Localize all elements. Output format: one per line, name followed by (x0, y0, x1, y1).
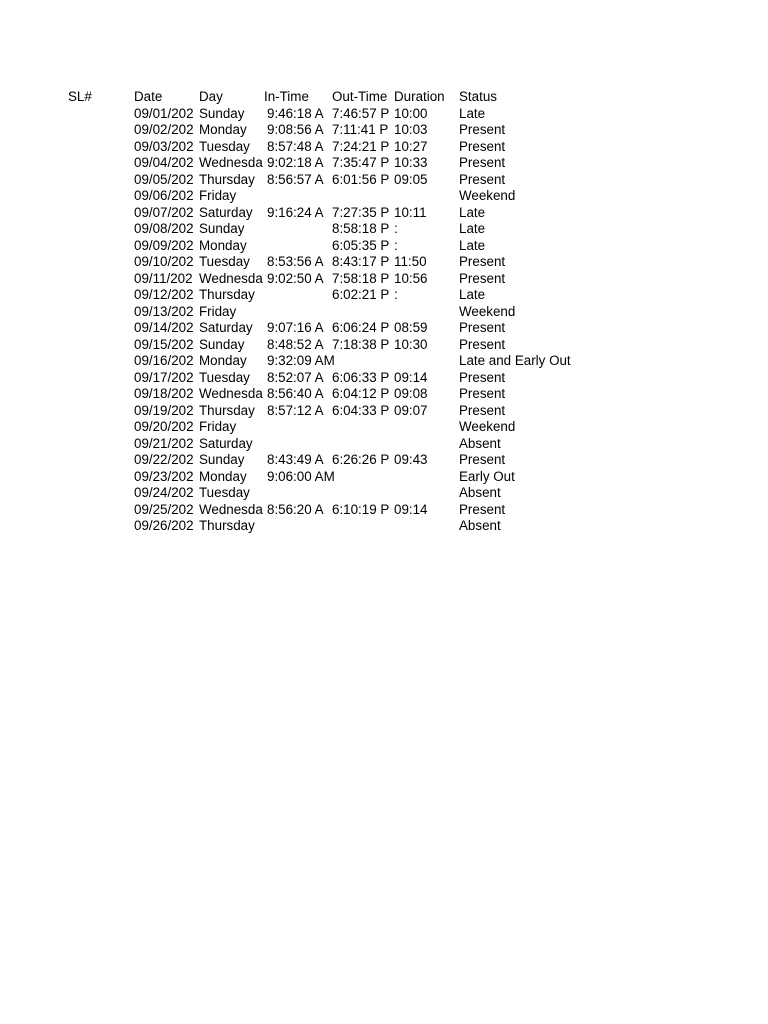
header-day: Day (199, 89, 223, 104)
cell-in-time: 9:46:18 A (267, 105, 324, 121)
table-row (0, 205, 768, 222)
table-row (0, 155, 768, 172)
cell-duration: 09:05 (394, 171, 428, 187)
cell-duration (394, 469, 458, 486)
table-row (0, 122, 768, 139)
header-row (0, 89, 768, 106)
cell-status: Present (459, 320, 506, 335)
cell-status: Weekend (459, 188, 516, 203)
cell-in-time (267, 304, 329, 321)
table-body (0, 106, 768, 535)
cell-duration (394, 485, 458, 502)
cell-date: 09/16/202 (134, 353, 194, 368)
cell-status: Present (459, 270, 506, 286)
table-row (0, 320, 768, 337)
cell-date: 09/01/202 (134, 105, 194, 121)
cell-duration: 09:43 (394, 452, 428, 467)
cell-out-time: 7:46:57 P (332, 105, 390, 121)
cell-status: Absent (459, 435, 501, 451)
cell-date: 09/07/202 (134, 204, 194, 220)
cell-in-time: 8:48:52 A (267, 336, 324, 352)
cell-out-time (332, 304, 393, 321)
cell-in-time: 8:43:49 A (267, 452, 324, 467)
cell-duration: 08:59 (394, 320, 428, 335)
table-row (0, 139, 768, 156)
cell-in-time: 8:56:40 A (267, 386, 324, 401)
cell-in-time (267, 287, 329, 304)
cell-in-time: 8:53:56 A (267, 254, 324, 269)
table-row (0, 386, 768, 403)
cell-date: 09/18/202 (134, 386, 194, 401)
cell-date: 09/09/202 (134, 237, 194, 253)
cell-day: Tuesday (199, 254, 250, 269)
cell-date: 09/02/202 (134, 122, 194, 137)
cell-date: 09/23/202 (134, 468, 194, 484)
header-sl: SL# (68, 89, 92, 104)
cell-day: Friday (199, 303, 237, 319)
cell-status: Present (459, 254, 506, 269)
table-row (0, 469, 768, 486)
cell-out-time (332, 469, 393, 486)
cell-date: 09/08/202 (134, 221, 194, 236)
cell-duration: 10:00 (394, 105, 428, 121)
cell-status: Present (459, 369, 506, 385)
table-row (0, 172, 768, 189)
cell-out-time: 6:04:12 P (332, 386, 390, 401)
cell-date: 09/10/202 (134, 254, 194, 269)
cell-in-time: 9:02:50 A (267, 270, 324, 286)
table-row (0, 254, 768, 271)
cell-status: Early Out (459, 468, 515, 484)
cell-date: 09/24/202 (134, 485, 194, 500)
cell-day: Thursday (199, 402, 255, 418)
cell-day: Sunday (199, 221, 245, 236)
cell-date: 09/21/202 (134, 435, 194, 451)
table-row (0, 221, 768, 238)
cell-duration (394, 353, 458, 370)
table-row (0, 419, 768, 436)
cell-out-time: 6:01:56 P (332, 171, 390, 187)
table-row (0, 436, 768, 453)
cell-in-time: 9:08:56 A (267, 122, 324, 137)
cell-out-time: 6:06:33 P (332, 369, 390, 385)
cell-out-time (332, 419, 393, 436)
cell-out-time: 6:05:35 P (332, 237, 390, 253)
cell-out-time: 7:35:47 P (332, 155, 390, 170)
cell-status: Present (459, 155, 506, 170)
cell-out-time: 7:24:21 P (332, 138, 390, 154)
cell-date: 09/03/202 (134, 138, 194, 154)
cell-date: 09/17/202 (134, 369, 194, 385)
cell-status: Present (459, 402, 506, 418)
cell-status: Absent (459, 518, 501, 533)
cell-status: Present (459, 336, 506, 352)
cell-duration: 10:11 (394, 204, 427, 220)
cell-status: Late (459, 105, 486, 121)
cell-status: Present (459, 171, 506, 187)
cell-in-time: 8:57:48 A (267, 138, 324, 154)
cell-status: Present (459, 122, 506, 137)
cell-status: Present (459, 386, 506, 401)
cell-in-time (267, 485, 329, 502)
cell-duration: : (394, 287, 398, 302)
cell-in-time (267, 419, 329, 436)
cell-day: Monday (199, 237, 247, 253)
cell-out-time: 6:06:24 P (332, 320, 390, 335)
cell-in-time: 9:07:16 A (267, 320, 324, 335)
cell-date: 09/11/202 (134, 270, 193, 286)
cell-day: Monday (199, 468, 247, 484)
cell-in-time: 9:02:18 A (267, 155, 324, 170)
table-row (0, 304, 768, 321)
cell-day: Thursday (199, 518, 255, 533)
cell-duration: 11:50 (394, 254, 427, 269)
cell-status: Present (459, 501, 506, 517)
cell-day: Saturday (199, 204, 253, 220)
table-row (0, 353, 768, 370)
cell-status: Late (459, 287, 486, 302)
cell-day: Wednesda (199, 501, 263, 517)
cell-date: 09/06/202 (134, 188, 194, 203)
header-status: Status (459, 89, 497, 104)
cell-day: Tuesday (199, 485, 250, 500)
table-row (0, 188, 768, 205)
cell-day: Sunday (199, 105, 245, 121)
cell-in-time: 8:56:20 A (267, 501, 324, 517)
cell-out-time: 8:58:18 P (332, 221, 390, 236)
table-row (0, 485, 768, 502)
cell-status: Present (459, 138, 506, 154)
cell-day: Thursday (199, 171, 255, 187)
cell-date: 09/20/202 (134, 419, 194, 434)
cell-out-time: 6:04:33 P (332, 402, 390, 418)
cell-status: Late (459, 221, 486, 236)
header-out-time: Out-Time (332, 89, 388, 104)
cell-out-time (332, 518, 393, 535)
cell-date: 09/26/202 (134, 518, 194, 533)
cell-status: Weekend (459, 419, 516, 434)
cell-out-time (332, 353, 393, 370)
cell-date: 09/13/202 (134, 303, 194, 319)
header-date: Date (134, 89, 163, 104)
cell-day: Tuesday (199, 138, 250, 154)
cell-status: Weekend (459, 303, 516, 319)
cell-duration: 10:03 (394, 122, 428, 137)
table-row (0, 287, 768, 304)
cell-status: Late (459, 204, 486, 220)
cell-duration: 09:07 (394, 402, 428, 418)
cell-in-time (267, 238, 329, 255)
cell-duration: : (394, 237, 398, 253)
cell-day: Saturday (199, 435, 253, 451)
cell-status: Present (459, 452, 506, 467)
cell-in-time: 8:56:57 A (267, 171, 324, 187)
cell-day: Monday (199, 353, 247, 368)
cell-out-time: 6:10:19 P (332, 501, 390, 517)
attendance-sheet (0, 89, 768, 535)
cell-status: Late and Early Out (459, 353, 571, 368)
cell-duration (394, 304, 458, 321)
cell-duration (394, 436, 458, 453)
cell-status: Late (459, 237, 486, 253)
cell-in-time: 9:32:09 AM (267, 353, 335, 368)
table-row (0, 370, 768, 387)
cell-day: Thursday (199, 287, 255, 302)
cell-date: 09/05/202 (134, 171, 194, 187)
cell-day: Saturday (199, 320, 253, 335)
cell-day: Friday (199, 188, 237, 203)
cell-duration: 09:14 (394, 369, 428, 385)
cell-day: Sunday (199, 452, 245, 467)
table-row (0, 452, 768, 469)
cell-out-time: 7:58:18 P (332, 270, 390, 286)
table-row (0, 106, 768, 123)
cell-out-time (332, 188, 393, 205)
cell-in-time (267, 436, 329, 453)
cell-duration: 10:27 (394, 138, 428, 154)
cell-out-time: 7:18:38 P (332, 336, 390, 352)
cell-in-time (267, 188, 329, 205)
cell-in-time: 8:57:12 A (267, 402, 324, 418)
cell-date: 09/15/202 (134, 336, 194, 352)
cell-in-time: 8:52:07 A (267, 369, 324, 385)
table-row (0, 271, 768, 288)
cell-duration (394, 188, 458, 205)
cell-status: Absent (459, 485, 501, 500)
cell-duration: 10:33 (394, 155, 428, 170)
cell-out-time: 6:26:26 P (332, 452, 390, 467)
cell-day: Monday (199, 122, 247, 137)
cell-out-time: 8:43:17 P (332, 254, 390, 269)
table-row (0, 238, 768, 255)
cell-in-time: 9:16:24 A (267, 204, 324, 220)
cell-date: 09/12/202 (134, 287, 194, 302)
cell-day: Wednesda (199, 386, 263, 401)
cell-out-time: 6:02:21 P (332, 287, 390, 302)
cell-in-time (267, 518, 329, 535)
cell-day: Wednesda (199, 155, 263, 170)
header-in-time: In-Time (264, 89, 309, 104)
cell-date: 09/04/202 (134, 155, 194, 170)
cell-date: 09/14/202 (134, 320, 194, 335)
header-duration: Duration (394, 89, 445, 104)
cell-out-time: 7:27:35 P (332, 204, 390, 220)
table-row (0, 337, 768, 354)
cell-date: 09/19/202 (134, 402, 194, 418)
cell-date: 09/22/202 (134, 452, 194, 467)
cell-out-time: 7:11:41 P (332, 122, 389, 137)
cell-out-time (332, 436, 393, 453)
cell-in-time: 9:06:00 AM (267, 468, 335, 484)
cell-duration: 09:08 (394, 386, 428, 401)
cell-day: Wednesda (199, 270, 263, 286)
cell-duration: : (394, 221, 398, 236)
table-row (0, 502, 768, 519)
table-row (0, 403, 768, 420)
cell-date: 09/25/202 (134, 501, 194, 517)
cell-duration (394, 518, 458, 535)
cell-in-time (267, 221, 329, 238)
cell-duration: 10:30 (394, 336, 428, 352)
cell-duration (394, 419, 458, 436)
cell-out-time (332, 485, 393, 502)
cell-day: Sunday (199, 336, 245, 352)
cell-duration: 10:56 (394, 270, 428, 286)
cell-day: Tuesday (199, 369, 250, 385)
cell-day: Friday (199, 419, 237, 434)
cell-duration: 09:14 (394, 501, 428, 517)
table-row (0, 518, 768, 535)
